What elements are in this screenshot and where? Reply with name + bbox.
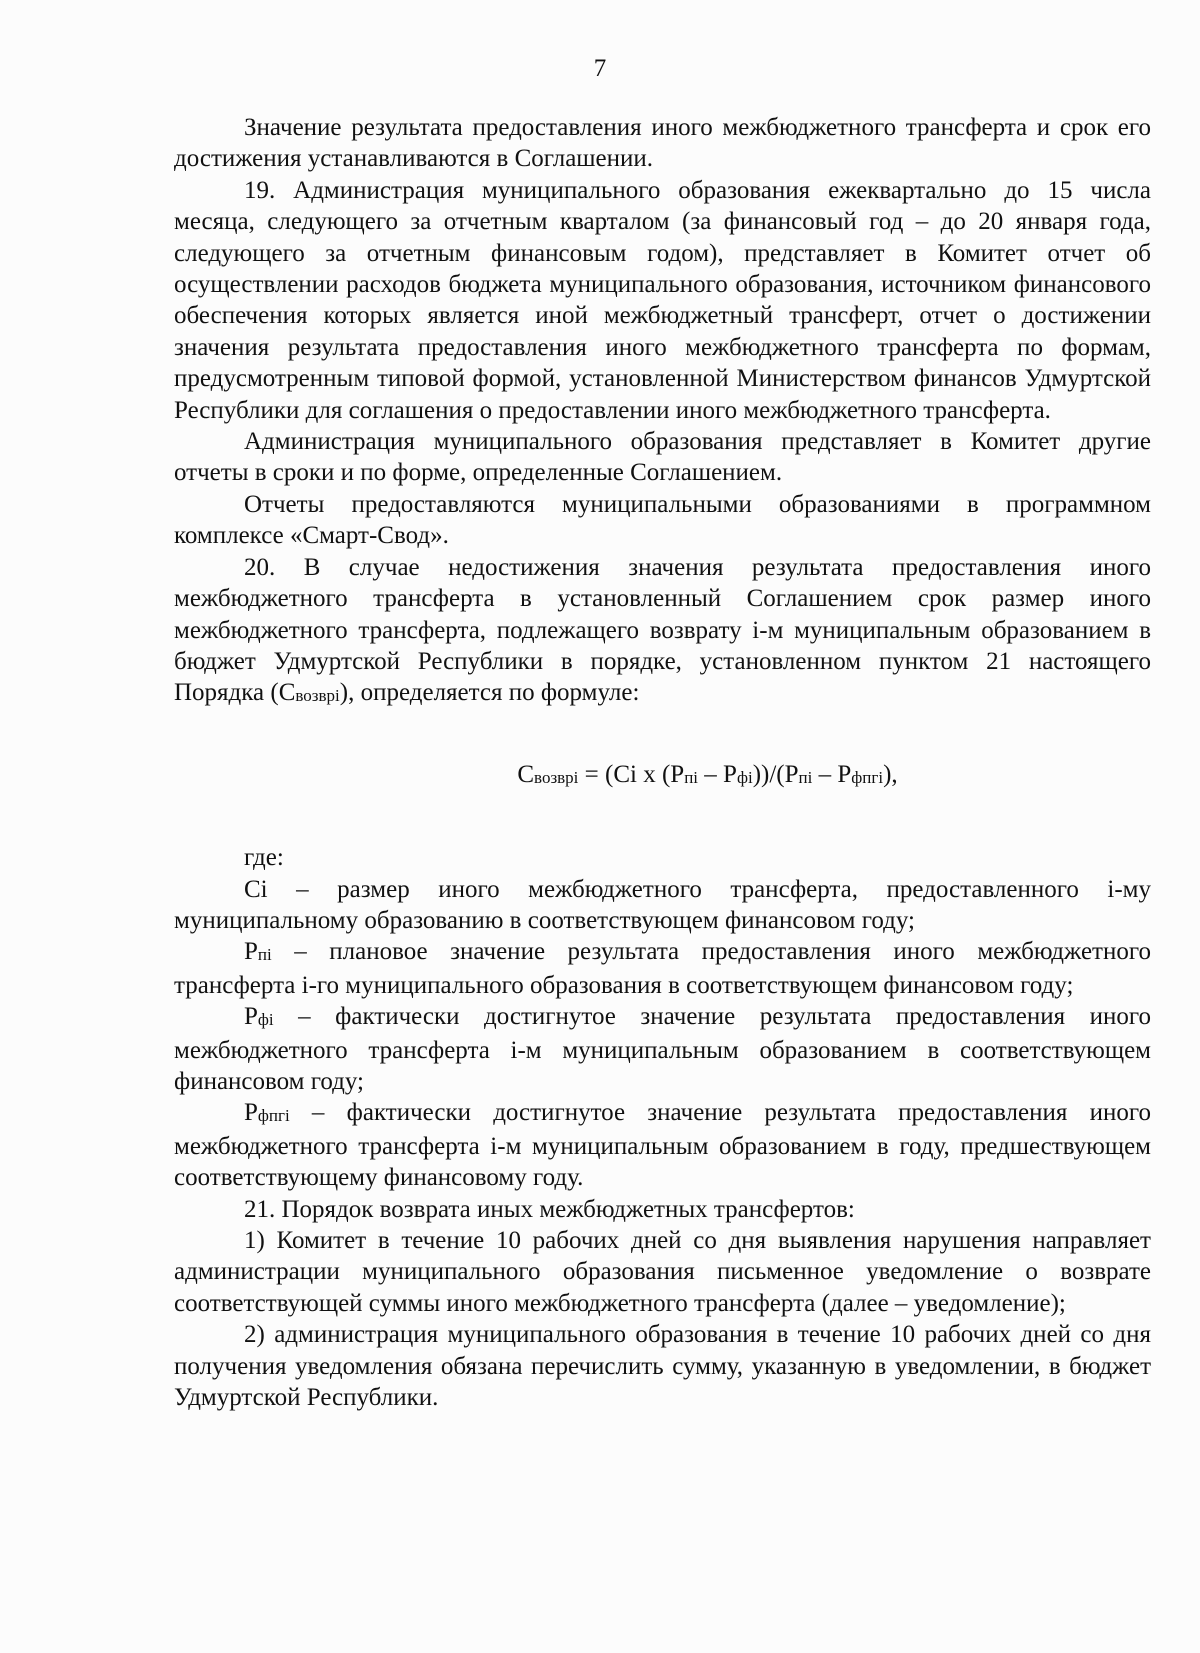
return-formula bbox=[174, 759, 1151, 792]
formula-pfi-sub: фi bbox=[736, 767, 753, 787]
formula-pfpgi-sub: фпгi bbox=[851, 767, 884, 787]
pfi-subscript: фi bbox=[257, 1010, 274, 1030]
definition-ppi bbox=[174, 936, 1151, 1001]
pfpgi-symbol: P bbox=[244, 1099, 258, 1127]
paragraph-20-return bbox=[174, 552, 1151, 711]
definition-pfi bbox=[174, 1001, 1151, 1097]
formula-c: C bbox=[517, 760, 535, 788]
ppi-text: – плановое значение результата предоставления иного межбюджетного трансферта i-го муниципального образования в соответствующем финансовом году; bbox=[174, 938, 1151, 999]
paragraph-other-reports: Администрация муниципального образования представляет в Комитет другие отчеты в сроки и по форме, определенные Соглашением. bbox=[174, 428, 1151, 487]
formula-part-4: – P bbox=[812, 760, 852, 788]
section-21-item-2: 2) администрация муниципального образования в течение 10 рабочих дней со дня получения уведомления обязана перечислить сумму, указанную в уведомлении, в бюджет Удмуртской Республики. bbox=[174, 1321, 1151, 1412]
section-21-item-1: 1) Комитет в течение 10 рабочих дней со дня выявления нарушения направляет администрации муниципального образования письменное уведомление о возврате соответствующей суммы иного межбюджетного трансферта (далее – уведомление); bbox=[174, 1227, 1151, 1317]
paragraph-result-value: Значение результата предоставления иного межбюджетного трансферта и срок его достижения устанавливаются в Соглашении. bbox=[174, 114, 1151, 173]
ppi-symbol: P bbox=[244, 938, 258, 966]
formula-part-1: = (Ci x (P bbox=[578, 760, 685, 788]
pfi-text: – фактически достигнутое значение результата предоставления иного межбюджетного трансферта i-м муниципальным образованием в соответствующем финансовом году; bbox=[174, 1003, 1151, 1095]
formula-ppi-sub: пi bbox=[684, 767, 699, 787]
formula-ppi-sub-2: пi bbox=[798, 767, 813, 787]
formula-part-3: ))/(P bbox=[752, 760, 799, 788]
definition-pfpgi bbox=[174, 1097, 1151, 1193]
c-return-subscript: возврi bbox=[295, 686, 340, 706]
ppi-subscript: пi bbox=[257, 945, 272, 965]
section-21-title: 21. Порядок возврата иных межбюджетных трансфертов: bbox=[244, 1195, 855, 1223]
formula-c-sub: возврi bbox=[534, 767, 579, 787]
formula-part-2: – P bbox=[698, 760, 737, 788]
definition-ci: Ci – размер иного межбюджетного трансферта, предоставленного i-му муниципальному образованию в соответствующем финансовом году; bbox=[174, 875, 1151, 934]
paragraph-20-tail: ), определяется по формуле: bbox=[339, 679, 640, 707]
document-body bbox=[174, 112, 1151, 1413]
pfpgi-text: – фактически достигнутое значение результата предоставления иного межбюджетного трансферта i-м муниципальным образованием в году, предшествующем соответствующему финансовому году. bbox=[174, 1099, 1151, 1192]
paragraph-smart-svod: Отчеты предоставляются муниципальными образованиями в программном комплексе «Смарт-Свод». bbox=[174, 490, 1151, 550]
pfpgi-subscript: фпгi bbox=[257, 1106, 290, 1126]
where-label: где: bbox=[244, 844, 284, 872]
paragraph-20-text: 20. В случае недостижения значения результата предоставления иного межбюджетного трансферта в установленный Соглашением срок размер иного межбюджетного трансферта, подлежащего возврату i-м муниципальным образованием в бюджет Удмуртской Республики в порядке, установленном пунктом 21 настоящего Порядка (C bbox=[174, 553, 1151, 707]
pfi-symbol: P bbox=[244, 1003, 258, 1031]
paragraph-19-reporting: 19. Администрация муниципального образования ежеквартально до 15 числа месяца, следующего за отчетным кварталом (за финансовый год – до 20 января года, следующего за отчетным финансовым годом), представляет в Комитет отчет об осуществлении расходов бюджета муниципального образования, источником финансового обеспечения которых является иной межбюджетный трансферт, отчет о достижении значения результата предоставления иного межбюджетного трансферта по формам, предусмотренным типовой формой, установленной Министерством финансов Удмуртской Республики для соглашения о предоставлении иного межбюджетного трансферта. bbox=[174, 176, 1151, 424]
formula-end: ), bbox=[883, 760, 898, 788]
page-number: 7 bbox=[593, 55, 607, 82]
